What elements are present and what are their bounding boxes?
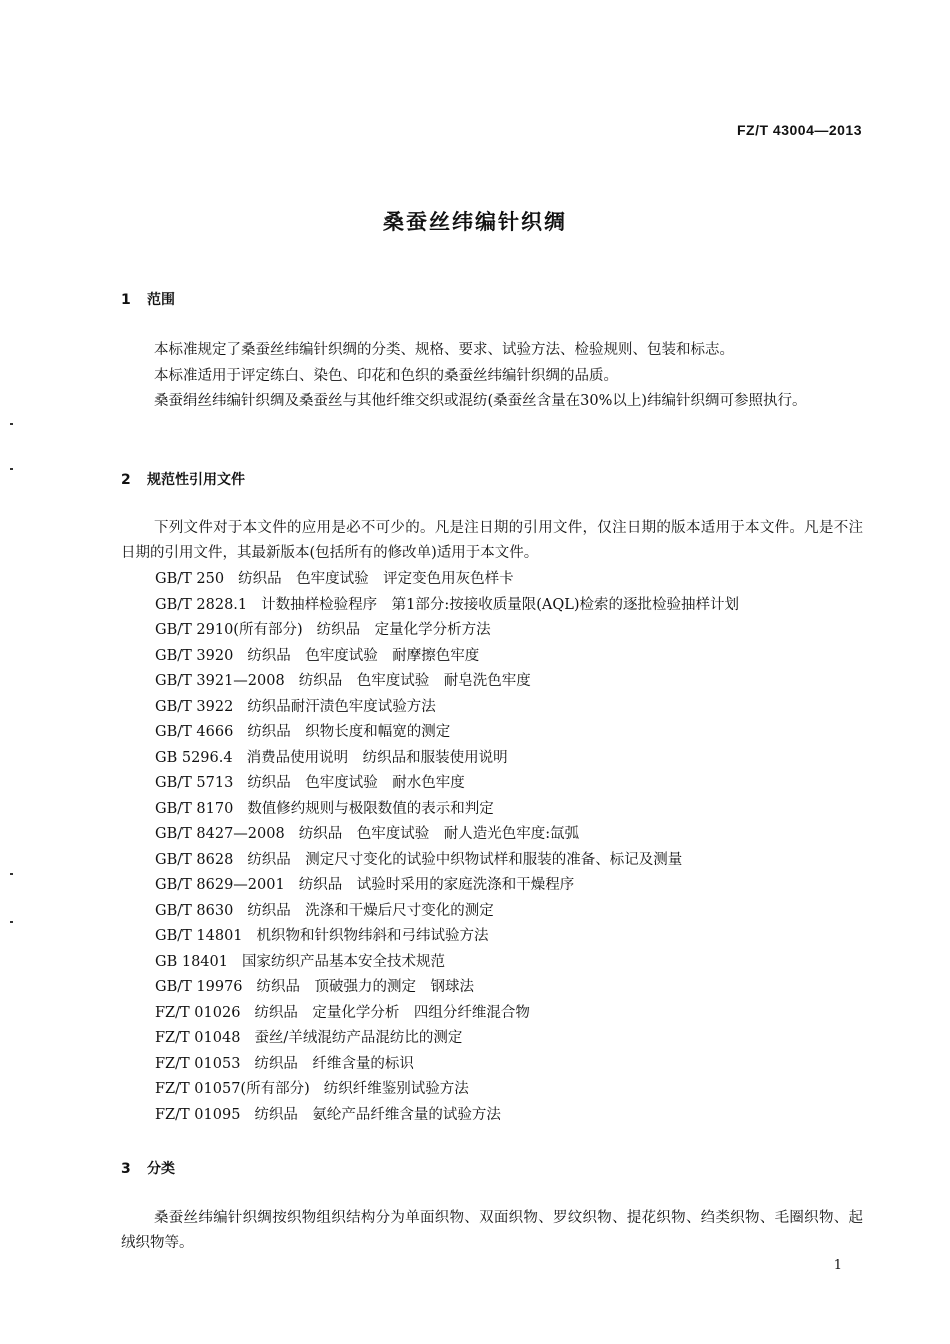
reference-title: 纺织品 定量化学分析方法 [316,622,491,638]
reference-code: FZ/T 01095 [155,1106,241,1123]
reference-item [155,1052,739,1078]
reference-title: 蚕丝/羊绒混纺产品混纺比的测定 [254,1030,463,1046]
reference-code: GB/T 250 [155,571,225,587]
reference-item [155,899,739,925]
reference-item [155,950,739,976]
reference-item [155,644,739,670]
reference-title: 消费品使用说明 纺织品和服装使用说明 [246,749,508,766]
reference-item [155,797,739,823]
reference-code: GB/T 8630 [155,902,234,919]
reference-title: 纺织品 试验时采用的家庭洗涤和干燥程序 [298,877,575,893]
section-1-paragraph-2: 本标准适用于评定练白、染色、印花和色织的桑蚕丝纬编针织绸的品质。 [154,368,618,384]
reference-code: FZ/T 01057(所有部分) [155,1081,310,1097]
reference-title: 纺织品 色牢度试验 评定变色用灰色样卡 [238,571,514,587]
reference-code: GB/T 19976 [155,979,243,995]
reference-title: 纺织品 色牢度试验 耐皂洗色牢度 [298,673,531,689]
reference-code: FZ/T 01053 [155,1055,241,1072]
section-3-heading [121,1158,175,1178]
reference-item [155,593,739,619]
reference-item [155,746,739,772]
reference-code: GB/T 4666 [155,724,234,740]
reference-title: 纺织品 色牢度试验 耐摩擦色牢度 [247,647,480,664]
reference-title: 纺织品 定量化学分析 四组分纤维混合物 [254,1004,530,1021]
section-3-number: 3 [121,1161,131,1177]
section-1-title: 范围 [147,292,175,308]
section-1-paragraph-1: 本标准规定了桑蚕丝纬编针织绸的分类、规格、要求、试验方法、检验规则、包装和标志。 [154,342,734,358]
reference-title: 计数抽样检验程序 第1部分:按接收质量限(AQL)检索的逐批检验抽样计划 [261,596,740,613]
reference-title: 纺织品 氨纶产品纤维含量的试验方法 [254,1106,501,1123]
reference-item [155,924,739,950]
reference-item [155,567,739,593]
reference-code: GB/T 3921—2008 [155,673,285,689]
reference-item [155,771,739,797]
section-3-title: 分类 [147,1161,175,1177]
reference-code: GB/T 2910(所有部分) [155,622,303,638]
section-2-intro: 下列文件对于本文件的应用是必不可少的。凡是注日期的引用文件，仅注日期的版本适用于本文件。凡是不注日期的引用文件，其最新版本(包括所有的修改单)适用于本文件。 [121,520,863,561]
section-2-heading [121,469,245,489]
reference-title: 纺织品 顶破强力的测定 钢球法 [256,979,475,995]
reference-code: GB/T 8427—2008 [155,826,285,842]
reference-title: 纺织品 色牢度试验 耐人造光色牢度:氙弧 [298,826,580,842]
reference-title: 纺织品 色牢度试验 耐水色牢度 [247,775,465,791]
reference-code: GB 18401 [155,953,228,970]
normative-references-list [155,567,739,1128]
reference-title: 纺织品 织物长度和幅宽的测定 [247,724,451,740]
scan-speck [10,423,13,425]
reference-item [155,848,739,874]
reference-item [155,1103,739,1129]
section-1-number: 1 [121,292,131,308]
document-code: FZ/T 43004—2013 [736,122,862,138]
reference-title: 机织物和针织物纬斜和弓纬试验方法 [256,928,489,944]
page-number: 1 [833,1258,842,1273]
reference-item [155,1026,739,1052]
reference-title: 纺织品 洗涤和干燥后尺寸变化的测定 [247,902,494,919]
reference-code: GB/T 5713 [155,775,234,791]
document-title: 桑蚕丝纬编针织绸 [383,210,567,234]
reference-code: GB/T 8170 [155,800,234,817]
reference-code: GB 5296.4 [155,749,233,766]
section-1-paragraph-3: 桑蚕绢丝纬编针织绸及桑蚕丝与其他纤维交织或混纺(桑蚕丝含量在30%以上)纬编针织绸可参照执行。 [154,393,807,409]
reference-title: 纺织品 测定尺寸变化的试验中织物试样和服装的准备、标记及测量 [247,851,683,868]
reference-code: GB/T 3920 [155,647,234,664]
reference-title: 纺织品耐汗渍色牢度试验方法 [247,698,436,715]
reference-item [155,873,739,899]
reference-title: 纺织品 纤维含量的标识 [254,1055,414,1072]
section-1-heading [121,289,175,309]
scan-speck [10,921,13,923]
section-2-number: 2 [121,472,131,488]
reference-title: 纺织纤维鉴别试验方法 [323,1081,469,1097]
reference-code: GB/T 3922 [155,698,234,715]
reference-item [155,822,739,848]
scan-speck [10,873,13,875]
reference-code: FZ/T 01026 [155,1004,241,1021]
reference-code: FZ/T 01048 [155,1030,241,1046]
section-2-title: 规范性引用文件 [147,472,245,488]
reference-item [155,1077,739,1103]
reference-code: GB/T 8628 [155,851,234,868]
reference-title: 数值修约规则与极限数值的表示和判定 [247,800,494,817]
reference-item [155,975,739,1001]
reference-item [155,618,739,644]
scan-speck [10,468,13,470]
reference-item [155,695,739,721]
reference-item [155,669,739,695]
reference-code: GB/T 2828.1 [155,596,248,613]
reference-item [155,720,739,746]
reference-code: GB/T 8629—2001 [155,877,285,893]
section-3-paragraph: 桑蚕丝纬编针织绸按织物组织结构分为单面织物、双面织物、罗纹织物、提花织物、绉类织物、毛圈织物、起绒织物等。 [121,1210,863,1251]
reference-title: 国家纺织产品基本安全技术规范 [241,953,445,970]
reference-item [155,1001,739,1027]
reference-code: GB/T 14801 [155,928,243,944]
